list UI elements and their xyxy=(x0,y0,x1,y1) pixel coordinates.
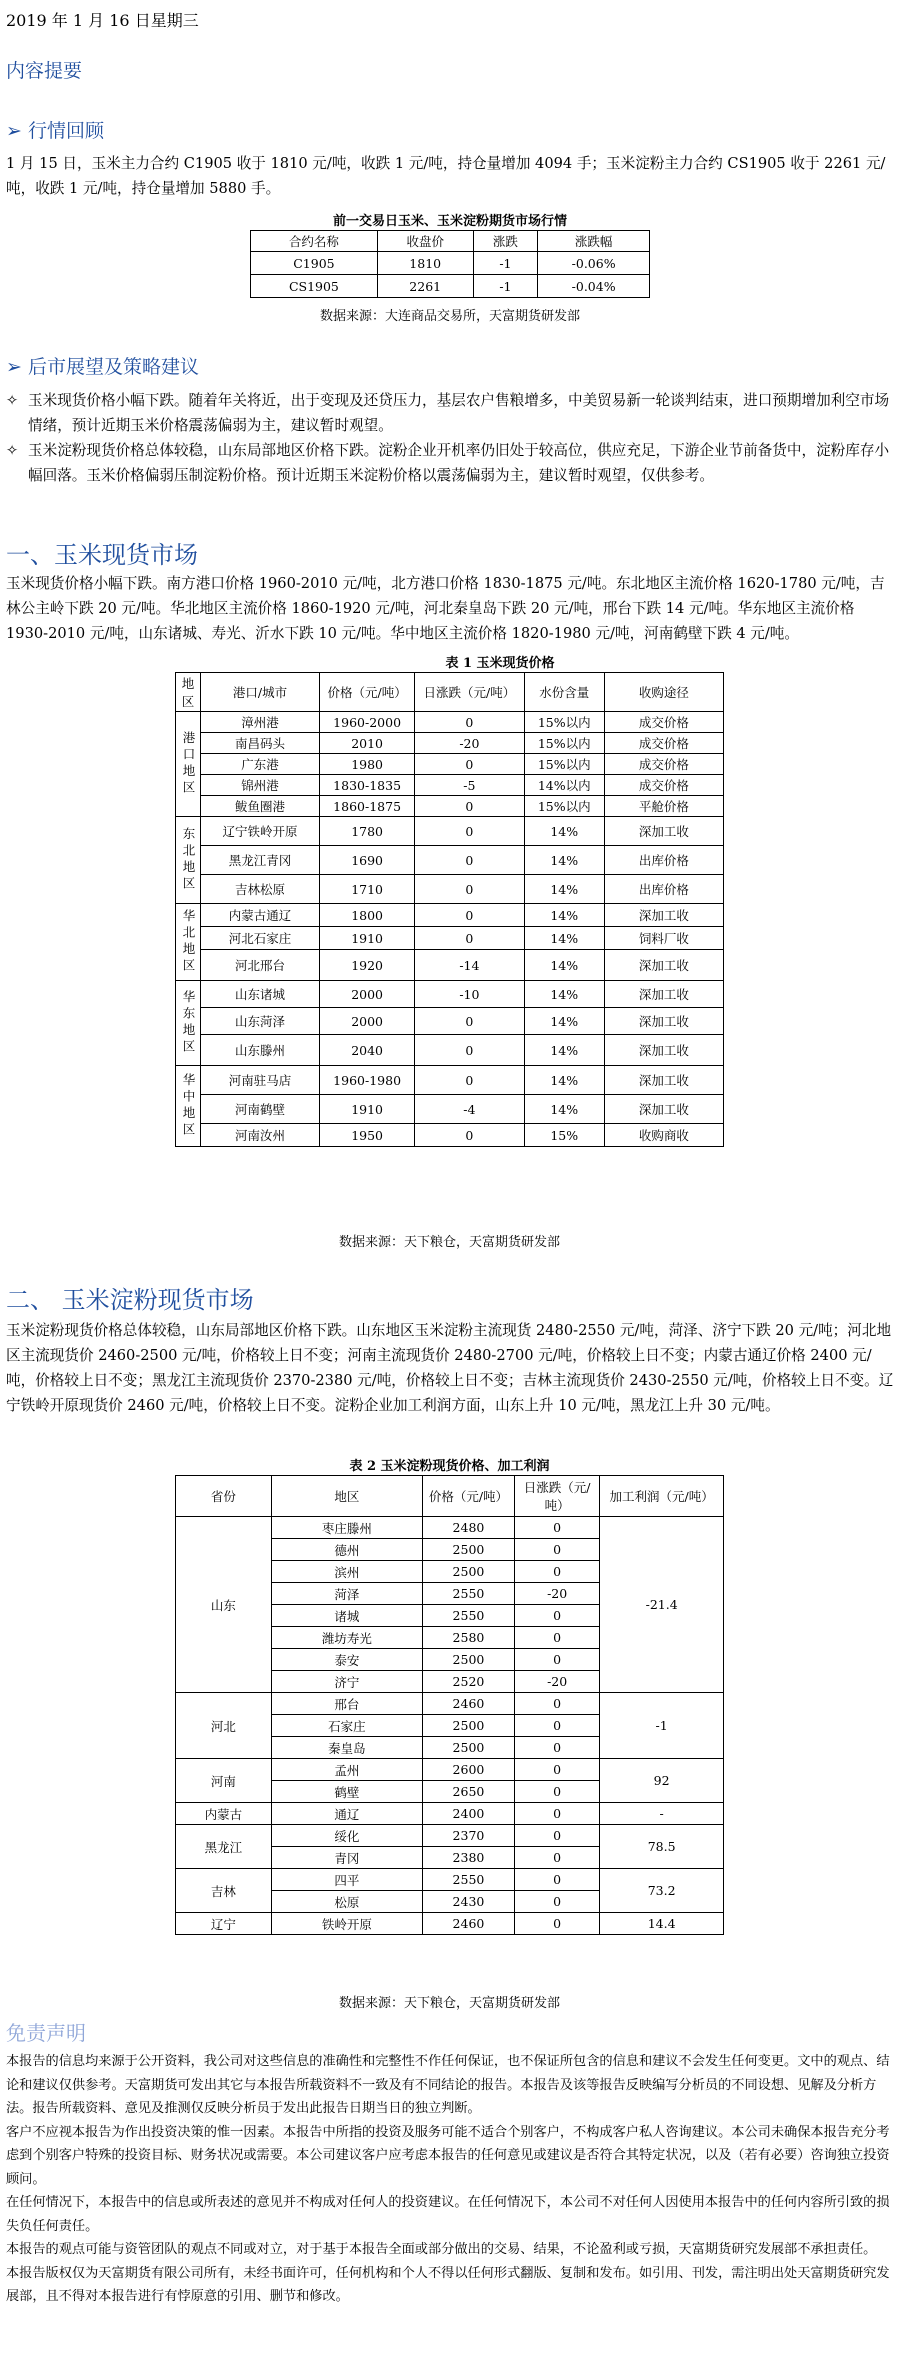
table-cell: -20 xyxy=(515,1671,600,1693)
table-cell: 0 xyxy=(515,1913,600,1935)
region-cell: 华中地区 xyxy=(176,1066,201,1147)
table-cell: 14% xyxy=(524,904,604,927)
table-cell: 深加工收 xyxy=(604,1066,723,1095)
review-source: 数据来源：大连商品交易所，天富期货研发部 xyxy=(319,309,580,324)
table-cell: 邢台 xyxy=(271,1693,422,1715)
outlook-title: 后市展望及策略建议 xyxy=(28,356,200,378)
corn-table-caption: 表 1 玉米现货价格 xyxy=(445,656,555,671)
starch-text: 玉米淀粉现货价格总体较稳，山东局部地区价格下跌。山东地区玉米淀粉主流现货 2480-2550 元/吨，菏泽、济宁下跌 20 元/吨；河北地区主流现货价 2460-2500 元/吨，价格较上日不变；河南主流现货价 2480-2700 元/吨，价格较上日不变；内蒙古通辽价格 2400 元/吨，价格较上日不变；黑龙江主流现货价 2370-2380 元/吨，价格较上日不变；吉林主流现货价 2430-2550 元/吨，价格较上日不变。辽宁铁岭开原现货价 2460 元/吨，价格较上日不变。淀粉企业加工利润方面，山东上升 10 元/吨，黑龙江上升 30 元/吨。 xyxy=(6,1322,894,1414)
table-cell: 济宁 xyxy=(271,1671,422,1693)
table-cell: 河南鹤壁 xyxy=(200,1095,319,1124)
table-cell: 0 xyxy=(415,817,525,846)
province-cell: 河北 xyxy=(176,1693,272,1759)
table-cell: 0 xyxy=(515,1737,600,1759)
table-cell: 0 xyxy=(415,1066,525,1095)
profit-cell: -1 xyxy=(600,1693,724,1759)
table-row xyxy=(176,1825,724,1847)
table-cell: 深加工收 xyxy=(604,1008,723,1035)
starch-section-title: 二、 玉米淀粉现货市场 xyxy=(6,1286,254,1314)
table-cell: 铁岭开原 xyxy=(271,1913,422,1935)
table-cell: 2000 xyxy=(320,1008,415,1035)
table-cell: 0 xyxy=(515,1891,600,1913)
disclaimer-paragraph: 本报告版权仅为天富期货有限公司所有，未经书面许可，任何机构和个人不得以任何形式翻版、复制和发布。如引用、刊发，需注明出处天富期货研究发展部，且不得对本报告进行有悖原意的引用、删节和修改。 xyxy=(6,2265,890,2304)
table-cell: 2500 xyxy=(422,1715,514,1737)
table-cell: 锦州港 xyxy=(200,775,319,796)
table-row xyxy=(176,1124,724,1147)
table-cell: 15%以内 xyxy=(524,796,604,817)
table-cell: 14% xyxy=(524,1008,604,1035)
table-cell: 1810 xyxy=(377,252,473,275)
disclaimer-body xyxy=(6,2050,896,2309)
table-cell: 收购商收 xyxy=(604,1124,723,1147)
table-header-cell: 省份 xyxy=(176,1476,272,1517)
table-row xyxy=(176,712,724,733)
table-cell: 河南驻马店 xyxy=(200,1066,319,1095)
outlook-list xyxy=(6,388,896,488)
list-item xyxy=(6,438,896,488)
table-header-cell: 涨跌 xyxy=(473,231,538,252)
table-header-cell: 价格（元/吨） xyxy=(422,1476,514,1517)
table-header-cell: 加工利润（元/吨） xyxy=(600,1476,724,1517)
table-cell: 辽宁铁岭开原 xyxy=(200,817,319,846)
corn-text: 玉米现货价格小幅下跌。南方港口价格 1960-2010 元/吨，北方港口价格 1830-1875 元/吨。东北地区主流价格 1620-1780 元/吨，吉林公主岭下跌 20 元/吨。华北地区主流价格 1860-1920 元/吨，河北秦皇岛下跌 20 元/吨，邢台下跌 14 元/吨。华东地区主流价格 1930-2010 元/吨，山东诸城、寿光、沂水下跌 10 元/吨。华中地区主流价格 1820-1980 元/吨，河南鹤壁下跌 4 元/吨。 xyxy=(6,575,885,642)
table-cell: 1950 xyxy=(320,1124,415,1147)
table-cell: -4 xyxy=(415,1095,525,1124)
table-cell: 0 xyxy=(515,1649,600,1671)
region-cell: 港口地区 xyxy=(176,712,201,817)
table-cell: 1860-1875 xyxy=(320,796,415,817)
table-cell: 0 xyxy=(515,1847,600,1869)
table-cell: 14% xyxy=(524,1095,604,1124)
table-row xyxy=(176,904,724,927)
table-cell: 成交价格 xyxy=(604,733,723,754)
table-cell: 深加工收 xyxy=(604,1035,723,1066)
table-cell: 0 xyxy=(415,904,525,927)
table-cell: 松原 xyxy=(271,1891,422,1913)
table-cell: 14% xyxy=(524,846,604,875)
profit-cell: 78.5 xyxy=(600,1825,724,1869)
table-cell: 成交价格 xyxy=(604,775,723,796)
table-row xyxy=(176,1759,724,1781)
table-cell: 0 xyxy=(415,927,525,950)
table-cell: 1960-1980 xyxy=(320,1066,415,1095)
profit-cell: 73.2 xyxy=(600,1869,724,1913)
table-header-row xyxy=(251,231,650,252)
table-cell: 青冈 xyxy=(271,1847,422,1869)
table-cell: 2500 xyxy=(422,1561,514,1583)
table-cell: 深加工收 xyxy=(604,981,723,1008)
table-row xyxy=(176,754,724,775)
table-cell: 0 xyxy=(415,846,525,875)
table-cell: -1 xyxy=(473,252,538,275)
table-cell: 1800 xyxy=(320,904,415,927)
table-cell: 14% xyxy=(524,981,604,1008)
table-row xyxy=(251,275,650,298)
table-cell: 0 xyxy=(515,1715,600,1737)
table-cell: 诸城 xyxy=(271,1605,422,1627)
table-row xyxy=(176,1035,724,1066)
table-cell: 14% xyxy=(524,950,604,981)
table-cell: 0 xyxy=(515,1803,600,1825)
table-cell: 山东菏泽 xyxy=(200,1008,319,1035)
table-cell: 成交价格 xyxy=(604,712,723,733)
table-cell: 深加工收 xyxy=(604,904,723,927)
table-row xyxy=(176,927,724,950)
table-cell: 深加工收 xyxy=(604,817,723,846)
table-cell: 1710 xyxy=(320,875,415,904)
diamond-bullet-icon: ✧ xyxy=(6,392,19,409)
table-row xyxy=(176,796,724,817)
table-cell: 2430 xyxy=(422,1891,514,1913)
arrow-right-icon: ➢ xyxy=(6,356,22,378)
table-cell: 0 xyxy=(415,1008,525,1035)
table-cell: 2480 xyxy=(422,1517,514,1539)
table-cell: 山东滕州 xyxy=(200,1035,319,1066)
list-item-text: 玉米淀粉现货价格总体较稳，山东局部地区价格下跌。淀粉企业开机率仍旧处于较高位，供应充足，下游企业节前备货中，淀粉库存小幅回落。玉米价格偏弱压制淀粉价格。预计近期玉米淀粉价格以震荡偏弱为主，建议暂时观望，仅供参考。 xyxy=(28,442,890,484)
table-cell: 0 xyxy=(515,1605,600,1627)
starch-source: 数据来源：天下粮仓，天富期货研发部 xyxy=(338,1996,560,2011)
table-cell: 2370 xyxy=(422,1825,514,1847)
table-cell: 2550 xyxy=(422,1583,514,1605)
table-header-cell: 地区 xyxy=(176,673,201,712)
region-cell: 华北地区 xyxy=(176,904,201,981)
table-cell: 0 xyxy=(515,1781,600,1803)
table-row xyxy=(176,1517,724,1539)
disclaimer-paragraph: 客户不应视本报告为作出投资决策的惟一因素。本报告中所指的投资及服务可能不适合个别客户，不构成客户私人咨询建议。本公司未确保本报告充分考虑到个别客户特殊的投资目标、财务状况或需要。本公司建议客户应考虑本报告的任何意见或建议是否符合其特定状况，以及（若有必要）咨询独立投资顾问。 xyxy=(6,2124,890,2187)
table-row xyxy=(176,1066,724,1095)
table-cell: 0 xyxy=(515,1869,600,1891)
table-cell: 2580 xyxy=(422,1627,514,1649)
table-cell: 2040 xyxy=(320,1035,415,1066)
table-cell: 河南汝州 xyxy=(200,1124,319,1147)
table-cell: 内蒙古通辽 xyxy=(200,904,319,927)
table-cell: 泰安 xyxy=(271,1649,422,1671)
table-cell: 鹤壁 xyxy=(271,1781,422,1803)
table-cell: 14% xyxy=(524,927,604,950)
table-row xyxy=(176,733,724,754)
table-cell: 15%以内 xyxy=(524,754,604,775)
profit-cell: 14.4 xyxy=(600,1913,724,1935)
table-cell: 0 xyxy=(415,712,525,733)
table-row xyxy=(176,846,724,875)
list-item xyxy=(6,388,896,438)
table-cell: 南昌码头 xyxy=(200,733,319,754)
table-header-cell: 地区 xyxy=(271,1476,422,1517)
table-header-cell: 涨跌幅 xyxy=(538,231,650,252)
table-cell: 2650 xyxy=(422,1781,514,1803)
table-cell: -10 xyxy=(415,981,525,1008)
table-cell: 15%以内 xyxy=(524,733,604,754)
table-cell: 0 xyxy=(515,1693,600,1715)
table-cell: 2550 xyxy=(422,1869,514,1891)
table-cell: 0 xyxy=(415,796,525,817)
province-cell: 山东 xyxy=(176,1517,272,1693)
table-cell: 0 xyxy=(515,1825,600,1847)
table-row xyxy=(176,775,724,796)
region-cell: 东北地区 xyxy=(176,817,201,904)
table-cell: 鲅鱼圈港 xyxy=(200,796,319,817)
table-row xyxy=(251,252,650,275)
table-cell: 2010 xyxy=(320,733,415,754)
table-cell: 深加工收 xyxy=(604,1095,723,1124)
summary-title: 内容提要 xyxy=(6,60,83,82)
table-header-cell: 合约名称 xyxy=(251,231,378,252)
table-cell: 15% xyxy=(524,1124,604,1147)
table-cell: 2520 xyxy=(422,1671,514,1693)
table-cell: 0 xyxy=(415,1035,525,1066)
table-cell: 漳州港 xyxy=(200,712,319,733)
table-cell: 2500 xyxy=(422,1539,514,1561)
table-cell: 0 xyxy=(515,1561,600,1583)
table-cell: 滨州 xyxy=(271,1561,422,1583)
table-cell: -20 xyxy=(415,733,525,754)
table-cell: 饲料厂收 xyxy=(604,927,723,950)
table-header-cell: 日涨跌（元/吨） xyxy=(415,673,525,712)
table-cell: CS1905 xyxy=(251,275,378,298)
table-cell: 14%以内 xyxy=(524,775,604,796)
table-cell: 14% xyxy=(524,875,604,904)
table-cell: 德州 xyxy=(271,1539,422,1561)
table-header-cell: 价格（元/吨） xyxy=(320,673,415,712)
table-cell: 出库价格 xyxy=(604,875,723,904)
table-cell: 15%以内 xyxy=(524,712,604,733)
table-cell: 四平 xyxy=(271,1869,422,1891)
diamond-bullet-icon: ✧ xyxy=(6,442,19,459)
region-cell: 华东地区 xyxy=(176,981,201,1066)
table-cell: 2460 xyxy=(422,1693,514,1715)
corn-section-title: 一、玉米现货市场 xyxy=(6,541,198,569)
table-row xyxy=(176,1693,724,1715)
table-cell: 0 xyxy=(415,875,525,904)
table-cell: 枣庄滕州 xyxy=(271,1517,422,1539)
province-cell: 辽宁 xyxy=(176,1913,272,1935)
table-cell: 2600 xyxy=(422,1759,514,1781)
list-item-text: 玉米现货价格小幅下跌。随着年关将近，出于变现及还贷压力，基层农户售粮增多，中美贸易新一轮谈判结束，进口预期增加利空市场情绪，预计近期玉米价格震荡偏弱为主，建议暂时观望。 xyxy=(28,392,890,434)
table-cell: 0 xyxy=(415,754,525,775)
table-header-cell: 港口/城市 xyxy=(200,673,319,712)
table-cell: 1690 xyxy=(320,846,415,875)
disclaimer-paragraph: 本报告的信息均来源于公开资料，我公司对这些信息的准确性和完整性不作任何保证，也不保证所包含的信息和建议不会发生任何变更。文中的观点、结论和建议仅供参考。天富期货可发出其它与本报告所载资料不一致及有不同结论的报告。本报告及该等报告反映编写分析员的不同设想、见解及分析方法。报告所载资料、意见及推测仅反映分析员于发出此报告日期当日的独立判断。 xyxy=(6,2054,890,2116)
table-cell: 黑龙江青冈 xyxy=(200,846,319,875)
table-cell: 潍坊寿光 xyxy=(271,1627,422,1649)
table-cell: 0 xyxy=(515,1517,600,1539)
table-cell: 14% xyxy=(524,1035,604,1066)
table-row xyxy=(176,817,724,846)
table-cell: 成交价格 xyxy=(604,754,723,775)
table-cell: 14% xyxy=(524,1066,604,1095)
table-cell: 出库价格 xyxy=(604,846,723,875)
table-cell: 2261 xyxy=(377,275,473,298)
disclaimer-paragraph: 本报告的观点可能与资管团队的观点不同或对立，对于基于本报告全面或部分做出的交易、结果，不论盈利或亏损，天富期货研究发展部不承担责任。 xyxy=(6,2242,877,2257)
review-text: 1 月 15 日，玉米主力合约 C1905 收于 1810 元/吨，收跌 1 元/吨，持仓量增加 4094 手；玉米淀粉主力合约 CS1905 收于 2261 元/吨，收跌 1 元/吨，持仓量增加 5880 手。 xyxy=(6,155,886,197)
table-cell: -5 xyxy=(415,775,525,796)
table-row xyxy=(176,950,724,981)
table-row xyxy=(176,1008,724,1035)
province-cell: 河南 xyxy=(176,1759,272,1803)
table-cell: 吉林松原 xyxy=(200,875,319,904)
futures-table xyxy=(250,230,650,298)
table-header-row xyxy=(176,1476,724,1517)
table-cell: 孟州 xyxy=(271,1759,422,1781)
province-cell: 内蒙古 xyxy=(176,1803,272,1825)
profit-cell: -21.4 xyxy=(600,1517,724,1693)
table-row xyxy=(176,1803,724,1825)
table-row xyxy=(176,1913,724,1935)
table-cell: -1 xyxy=(473,275,538,298)
table-cell: 0 xyxy=(515,1539,600,1561)
table-cell: 2550 xyxy=(422,1605,514,1627)
arrow-right-icon: ➢ xyxy=(6,120,22,142)
table-cell: 2380 xyxy=(422,1847,514,1869)
starch-table-caption: 表 2 玉米淀粉现货价格、加工利润 xyxy=(349,1459,550,1474)
table-cell: C1905 xyxy=(251,252,378,275)
starch-price-table xyxy=(175,1475,724,1935)
province-cell: 黑龙江 xyxy=(176,1825,272,1869)
report-date: 2019 年 1 月 16 日星期三 xyxy=(6,11,199,30)
table-cell: 1960-2000 xyxy=(320,712,415,733)
profit-cell: - xyxy=(600,1803,724,1825)
table-cell: 石家庄 xyxy=(271,1715,422,1737)
table-cell: 1920 xyxy=(320,950,415,981)
table-cell: 菏泽 xyxy=(271,1583,422,1605)
table-cell: 0 xyxy=(515,1759,600,1781)
review-heading xyxy=(6,116,104,143)
table-cell: 0 xyxy=(415,1124,525,1147)
table-cell: 0 xyxy=(515,1627,600,1649)
table-header-row xyxy=(176,673,724,712)
disclaimer-title: 免责声明 xyxy=(6,2021,86,2045)
table-header-cell: 收盘价 xyxy=(377,231,473,252)
table-cell: 2500 xyxy=(422,1649,514,1671)
review-table-caption: 前一交易日玉米、玉米淀粉期货市场行情 xyxy=(332,214,567,229)
table-cell: 山东诸城 xyxy=(200,981,319,1008)
table-cell: 深加工收 xyxy=(604,950,723,981)
table-cell: 1980 xyxy=(320,754,415,775)
table-cell: 2500 xyxy=(422,1737,514,1759)
table-header-cell: 水份含量 xyxy=(524,673,604,712)
table-cell: 绥化 xyxy=(271,1825,422,1847)
review-title: 行情回顾 xyxy=(28,120,105,142)
table-cell: 2000 xyxy=(320,981,415,1008)
table-cell: 1910 xyxy=(320,927,415,950)
table-cell: 通辽 xyxy=(271,1803,422,1825)
table-cell: -0.04% xyxy=(538,275,650,298)
corn-source: 数据来源：天下粮仓，天富期货研发部 xyxy=(338,1235,560,1250)
corn-price-table xyxy=(175,672,724,1147)
table-row xyxy=(176,981,724,1008)
province-cell: 吉林 xyxy=(176,1869,272,1913)
disclaimer-paragraph: 在任何情况下，本报告中的信息或所表述的意见并不构成对任何人的投资建议。在任何情况下，本公司不对任何人因使用本报告中的任何内容所引致的损失负任何责任。 xyxy=(6,2195,890,2234)
table-cell: -0.06% xyxy=(538,252,650,275)
table-cell: 2460 xyxy=(422,1913,514,1935)
table-cell: 14% xyxy=(524,817,604,846)
table-cell: -14 xyxy=(415,950,525,981)
table-cell: 1830-1835 xyxy=(320,775,415,796)
table-cell: 河北邢台 xyxy=(200,950,319,981)
profit-cell: 92 xyxy=(600,1759,724,1803)
table-cell: 平舱价格 xyxy=(604,796,723,817)
table-cell: 秦皇岛 xyxy=(271,1737,422,1759)
table-row xyxy=(176,1869,724,1891)
table-row xyxy=(176,1095,724,1124)
outlook-heading xyxy=(6,352,199,379)
table-row xyxy=(176,875,724,904)
table-header-cell: 收购途径 xyxy=(604,673,723,712)
table-cell: 2400 xyxy=(422,1803,514,1825)
table-cell: -20 xyxy=(515,1583,600,1605)
table-cell: 1780 xyxy=(320,817,415,846)
table-header-cell: 日涨跌（元/吨） xyxy=(515,1476,600,1517)
table-cell: 河北石家庄 xyxy=(200,927,319,950)
table-cell: 广东港 xyxy=(200,754,319,775)
table-cell: 1910 xyxy=(320,1095,415,1124)
